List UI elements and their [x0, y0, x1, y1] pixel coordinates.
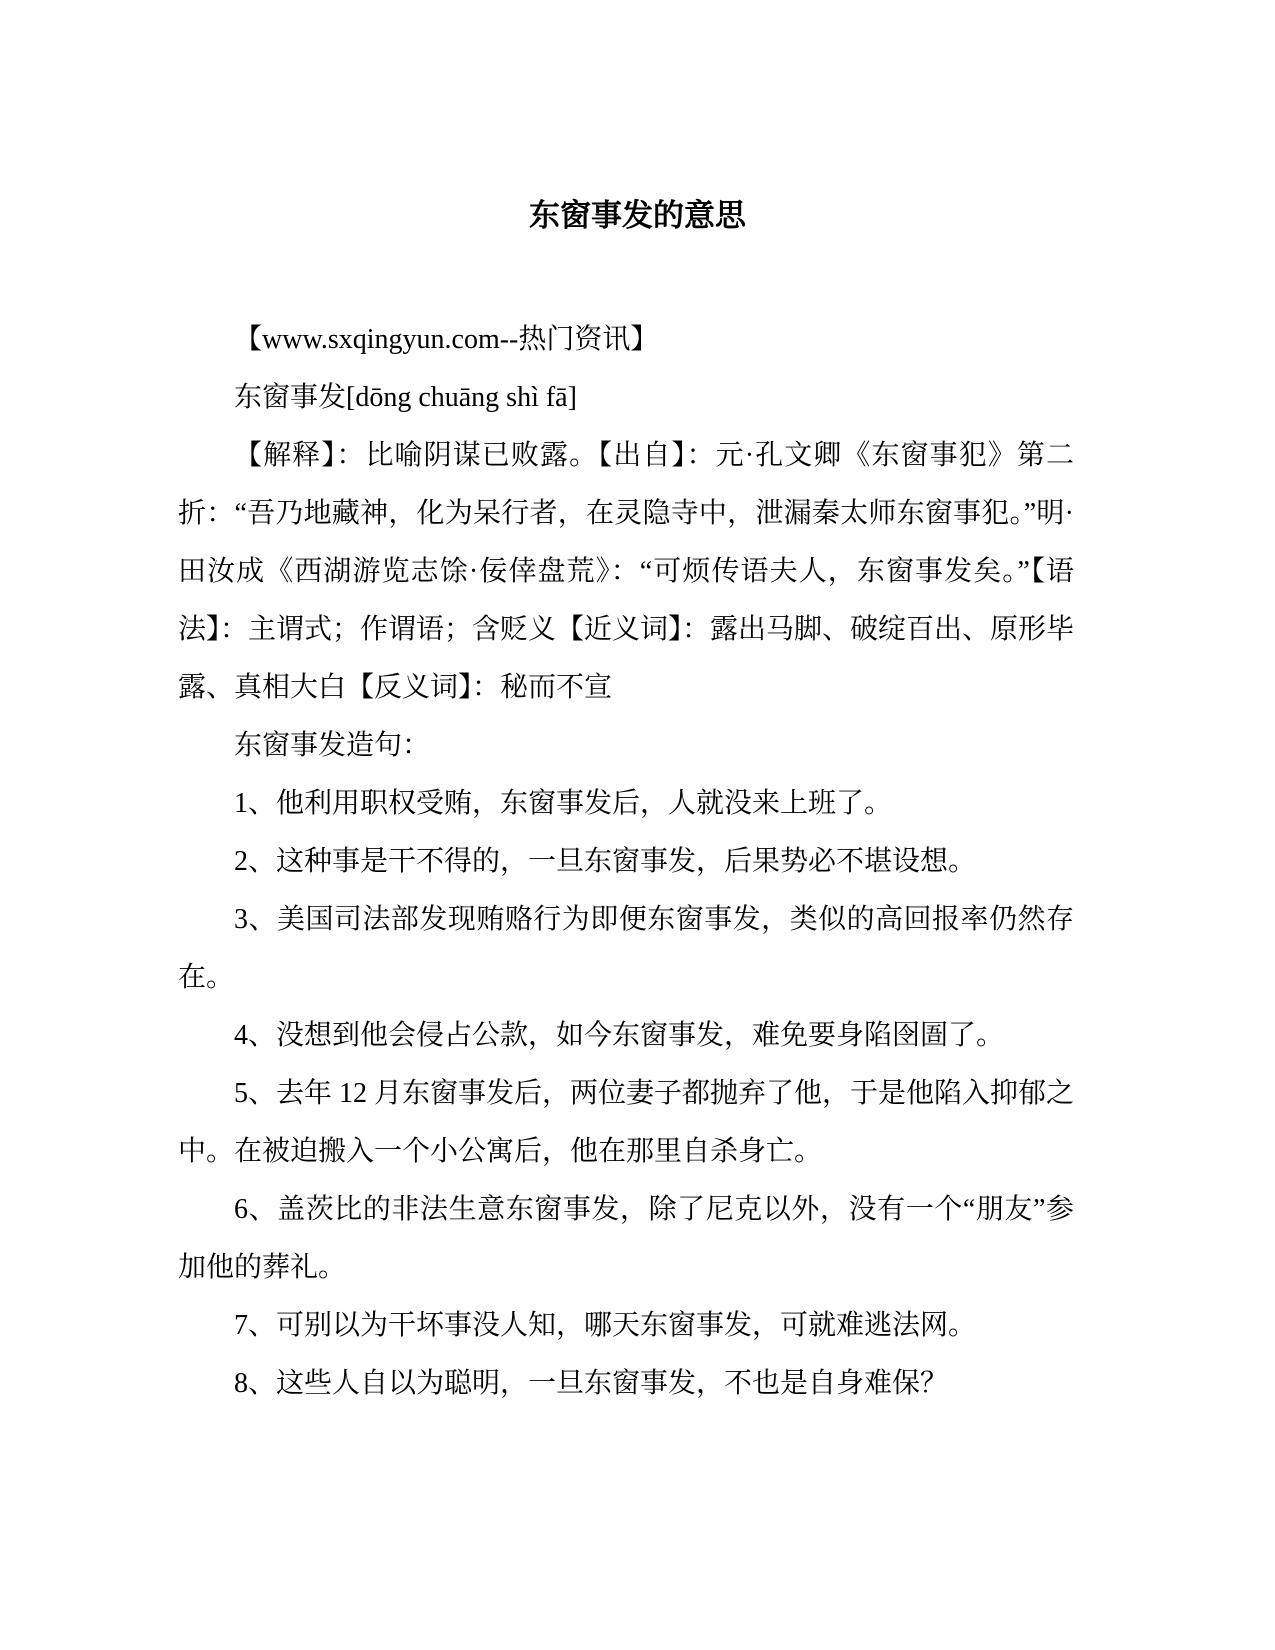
definition-paragraph: 【解释】：比喻阴谋已败露。【出自】：元·孔文卿《东窗事犯》第二折：“吾乃地藏神，化为呆行者，在灵隐寺中，泄漏秦太师东窗事犯。”明·田汝成《西湖游览志馀·佞倖盘荒》：“可烦传语夫人，东窗事发矣。”【语法】：主谓式；作谓语；含贬义【近义词】：露出马脚、破绽百出、原形毕露、真相大白【反义词】：秘而不宣	[178, 440, 1075, 703]
source-line: 【www.sxqingyun.com--热门资讯】	[234, 324, 659, 355]
sentence-item-4: 4、没想到他会侵占公款，如今东窗事发，难免要身陷囹圄了。	[234, 1020, 1005, 1051]
sentence-item-7: 7、可别以为干坏事没人知，哪天东窗事发，可就难逃法网。	[234, 1310, 977, 1341]
page-title: 东窗事发的意思	[529, 198, 746, 234]
sentence-item-8: 8、这些人自以为聪明，一旦东窗事发，不也是自身难保？	[234, 1368, 949, 1399]
sentence-item-6: 6、盖茨比的非法生意东窗事发，除了尼克以外，没有一个“朋友”参加他的葬礼。	[178, 1194, 1074, 1283]
sentence-item-2: 2、这种事是干不得的，一旦东窗事发，后果势必不堪设想。	[234, 846, 977, 877]
sentence-item-1: 1、他利用职权受贿，东窗事发后，人就没来上班了。	[234, 788, 893, 819]
sentences-heading: 东窗事发造句：	[234, 730, 431, 761]
sentence-item-3: 3、美国司法部发现贿赂行为即便东窗事发，类似的高回报率仍然存在。	[178, 904, 1074, 993]
pinyin-line: 东窗事发[dōng chuāng shì fā]	[234, 382, 577, 413]
document-body	[178, 311, 1074, 1413]
sentence-item-5: 5、去年 12 月东窗事发后，两位妻子都抛弃了他，于是他陷入抑郁之中。在被迫搬入一个小公寓后，他在那里自杀身亡。	[178, 1078, 1075, 1167]
